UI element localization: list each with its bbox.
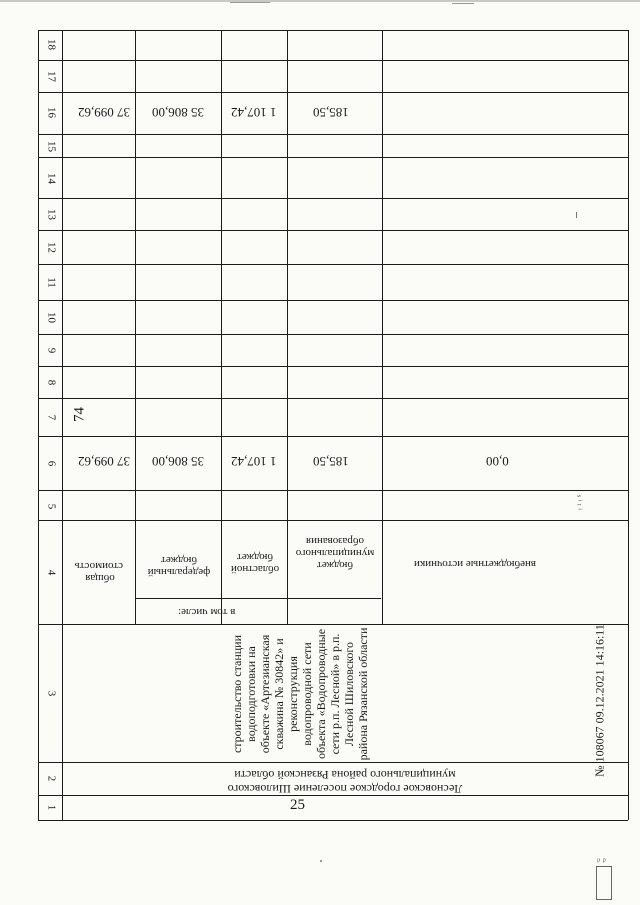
organization-name: Лесновское городское поселение Шиловского муниципального района Рязанской области [227,768,463,796]
column-number: 13 [45,209,58,220]
scan-speck [230,2,270,3]
federal-col6: 35 806,00 [152,454,204,469]
project-description: строительство станции водоподготовки на объекте «Артезианская скважина № 30842» и реконструкция водопроводной сети объекта «Водопроводные сети р.п. Лесной» в р.п. Лесной Шиловского района Рязанской области [230,627,370,761]
regional-col16: 1 107,42 [231,105,277,120]
regional-col6: 1 107,42 [231,454,277,469]
total-col6: 37 099,62 [78,454,130,469]
column-number: 18 [45,39,58,50]
in-that-number-label: в том числе: [178,606,236,618]
column-number: 4 [45,569,58,576]
label-municipal: бюджет муниципального образования [295,535,375,571]
column-number: 11 [45,277,58,288]
column-number: 6 [45,460,58,467]
organization-cell [62,770,628,794]
scan-speck [0,0,640,2]
margin-tick [576,212,577,218]
scan-speck [452,3,474,4]
extrabudget-col6: 0,00 [486,454,509,469]
column-number: 3 [45,690,58,697]
column-number: 5 [45,503,58,510]
scan-speck [320,860,322,862]
column-number: 14 [45,173,58,184]
column-number: 2 [45,775,58,782]
label-federal: федеральный бюджет [147,554,211,578]
column-number: 7 [45,414,58,421]
label-total: общая стоимость [74,560,123,584]
federal-col16: 35 806,00 [152,105,204,120]
municipal-col6: 185,50 [313,454,349,469]
page-number: 74 [71,407,88,422]
project-cell [200,627,400,761]
column-number: 16 [45,107,58,118]
municipal-col16: 185,50 [313,105,349,120]
column-number: 12 [45,242,58,253]
column-number: 8 [45,379,58,386]
label-extrabudget: внебюджетные источники [413,558,537,570]
column-number: 9 [45,347,58,354]
column-number: 15 [45,141,58,152]
stamp-box [596,866,612,900]
column-number: 10 [45,312,58,323]
total-col16: 37 099,62 [78,105,130,120]
row-number: 25 [290,797,305,813]
label-regional: областной бюджет [230,551,280,575]
column-number: 17 [45,71,58,82]
column-number: 1 [45,804,58,811]
margin-mark: ˢ ⁱ ᵗ ⁱ [572,494,584,511]
handwritten-mark: ᵖ ᵖ [597,856,606,867]
registration-stamp: № 108067 09.12.2021 14:16:11 [592,624,607,777]
